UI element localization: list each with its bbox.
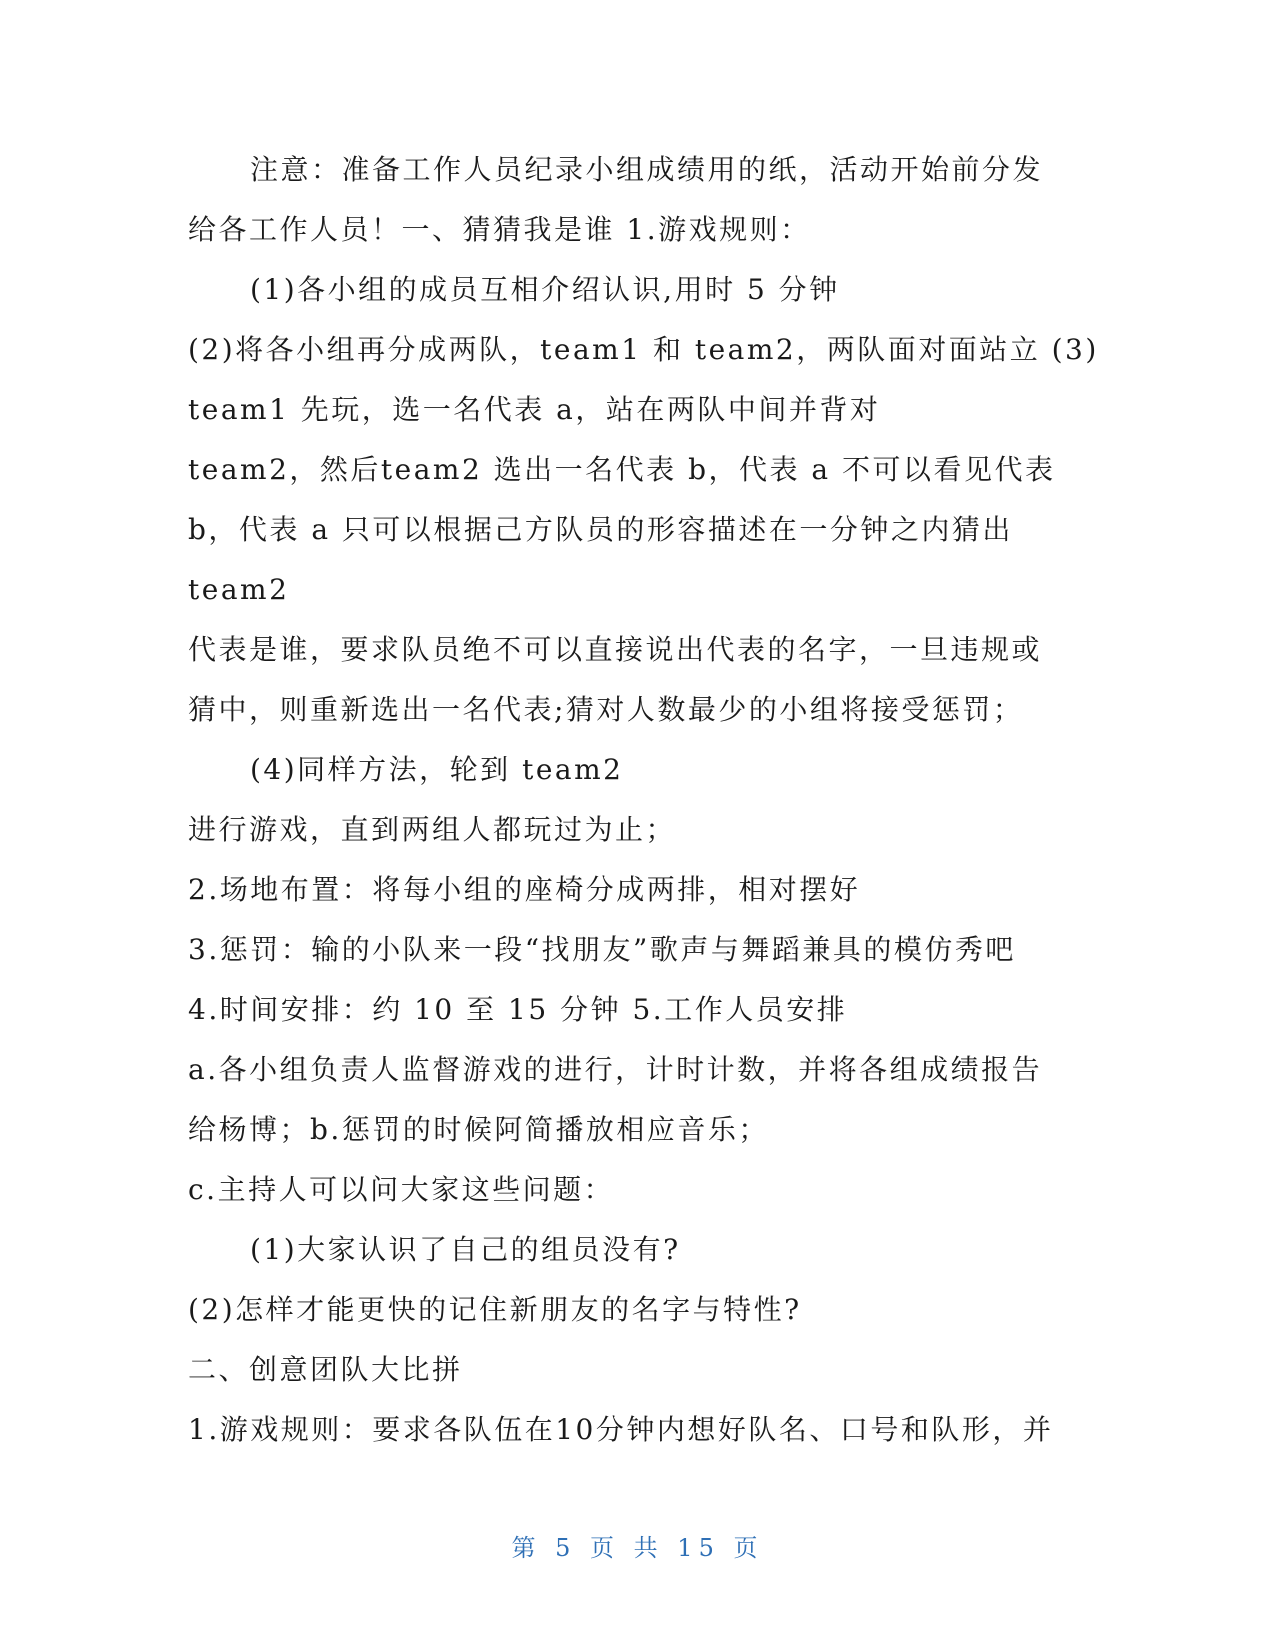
text-line: 进行游戏，直到两组人都玩过为止； bbox=[188, 813, 677, 846]
text-line: (1)大家认识了自己的组员没有? bbox=[250, 1233, 681, 1266]
text-line: (1)各小组的成员互相介绍认识,用时 5 分钟 bbox=[250, 273, 840, 306]
text-line: team2 bbox=[188, 573, 290, 606]
page-number-footer: 第 5 页 共 15 页 bbox=[511, 1534, 764, 1562]
text-line: team1 先玩，选一名代表 a，站在两队中间并背对 bbox=[188, 393, 881, 426]
text-line: 给杨博；b.惩罚的时候阿简播放相应音乐； bbox=[188, 1113, 769, 1146]
text-line: a.各小组负责人监督游戏的进行，计时计数，并将各组成绩报告 bbox=[188, 1053, 1043, 1086]
text-line: 2.场地布置：将每小组的座椅分成两排，相对摆好 bbox=[188, 873, 861, 906]
text-line: b，代表 a 只可以根据己方队员的形容描述在一分钟之内猜出 bbox=[188, 513, 1013, 546]
text-line: (2)将各小组再分成两队，team1 和 team2，两队面对面站立 (3) bbox=[188, 333, 1099, 366]
section-heading: 二、创意团队大比拼 bbox=[188, 1353, 463, 1386]
text-line: 给各工作人员！一、猜猜我是谁 1.游戏规则： bbox=[188, 213, 811, 246]
text-line: 猜中，则重新选出一名代表;猜对人数最少的小组将接受惩罚； bbox=[188, 693, 1024, 726]
text-line: 4.时间安排：约 10 至 15 分钟 5.工作人员安排 bbox=[188, 993, 848, 1026]
text-line: c.主持人可以问大家这些问题： bbox=[188, 1173, 615, 1206]
text-line: 3.惩罚：输的小队来一段“找朋友”歌声与舞蹈兼具的模仿秀吧 bbox=[188, 933, 1016, 966]
text-line: (4)同样方法，轮到 team2 bbox=[250, 753, 624, 786]
text-line: 注意：准备工作人员纪录小组成绩用的纸，活动开始前分发 bbox=[250, 153, 1044, 186]
document-body bbox=[188, 140, 1099, 1460]
text-line: 1.游戏规则：要求各队伍在10分钟内想好队名、口号和队形，并 bbox=[188, 1413, 1054, 1446]
text-line: 代表是谁，要求队员绝不可以直接说出代表的名字，一旦违规或 bbox=[188, 633, 1043, 666]
text-line: team2，然后team2 选出一名代表 b，代表 a 不可以看见代表 bbox=[188, 453, 1056, 486]
text-line: (2)怎样才能更快的记住新朋友的名字与特性? bbox=[188, 1293, 802, 1326]
